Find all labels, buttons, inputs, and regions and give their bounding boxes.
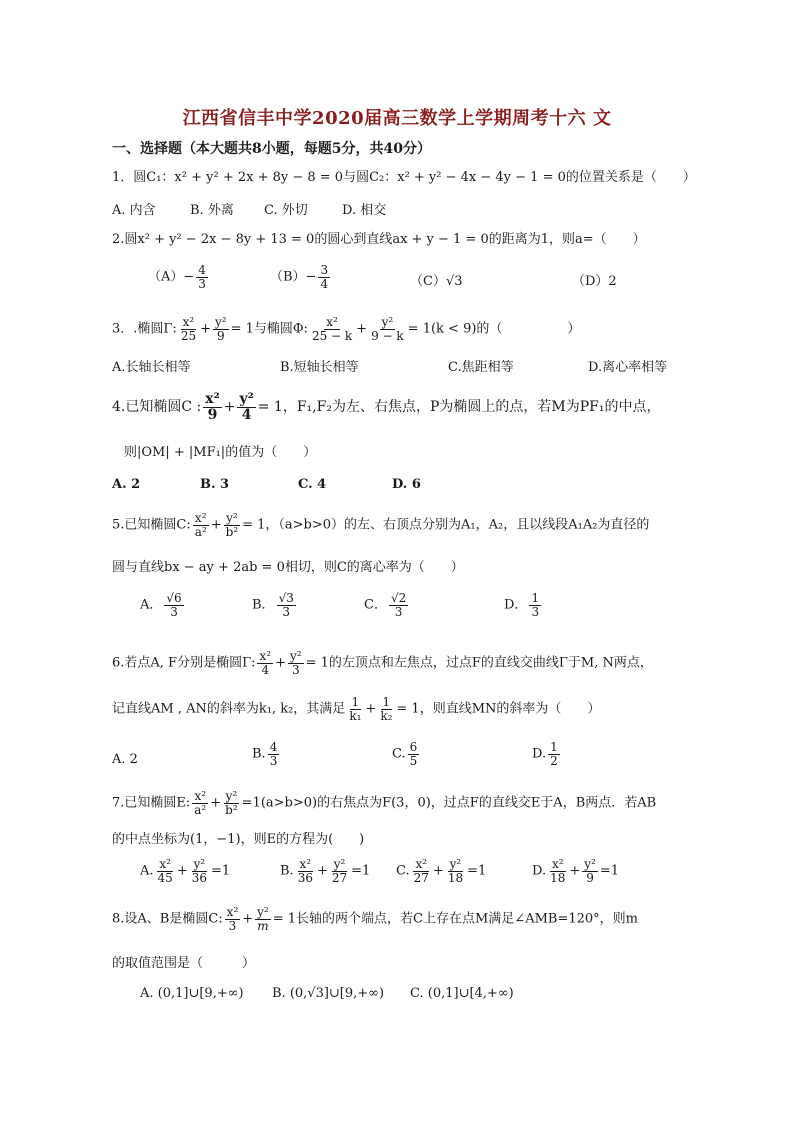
- q4-f2-num: y²: [239, 391, 254, 407]
- q3-plus-1: +: [200, 321, 211, 337]
- q6-f3-den: k₁: [349, 708, 362, 723]
- question-4-line-2: 则|OM| + |MF₁|的值为（ ）: [124, 445, 317, 460]
- q7-c-plus: +: [432, 863, 444, 879]
- q7-a-plus: +: [176, 863, 188, 879]
- q2-option-d: （D）2: [572, 274, 617, 289]
- q7-a-label: A.: [140, 863, 154, 879]
- q7-f1-num: x²: [194, 789, 207, 803]
- question-8-line-2: 的取值范围是（ ）: [112, 956, 256, 971]
- q7-plus: +: [210, 795, 222, 811]
- q5-a-num: √6: [166, 591, 182, 605]
- q3-f4-den: 9 − k: [371, 328, 404, 343]
- q4-text-1: 4.已知椭圆C :: [112, 399, 202, 416]
- q3-option-b: B.短轴长相等: [280, 360, 359, 375]
- q2-option-a: [148, 264, 210, 290]
- question-7-line-2: 的中点坐标为(1，−1)，则E的方程为( ): [112, 832, 365, 847]
- q5-option-b: [252, 592, 298, 618]
- q3-fraction-1: [179, 316, 198, 342]
- q3-f1-num: x²: [182, 315, 195, 329]
- q7-f2-num: y²: [225, 789, 238, 803]
- q6-f4-num: 1: [382, 695, 391, 709]
- q6-text-2: = 1的左顶点和左焦点，过点F的直线交曲线Γ于M, N两点，: [305, 655, 653, 671]
- question-1-stem: 1．圆C₁：x² + y² + 2x + 8y − 8 = 0与圆C₂：x² + y² − 4x − 4y − 1 = 0的位置关系是（ ）: [112, 170, 696, 185]
- q7-b2-den: 27: [331, 870, 348, 885]
- q8-option-c: C. (0,1]∪[4,+∞): [410, 986, 514, 1001]
- q7-b-label: B.: [280, 863, 294, 879]
- question-6-stem: [112, 650, 653, 676]
- q3-fraction-3: [310, 316, 354, 342]
- q5-b-label: B．: [252, 597, 275, 613]
- q3-option-c: C.焦距相等: [448, 360, 514, 375]
- q7-c-eq: =1: [467, 863, 487, 879]
- question-5-stem: [112, 512, 649, 538]
- q8-f1-den: 3: [228, 918, 237, 933]
- q7-f2-den: b²: [225, 802, 238, 817]
- q5-option-c: [364, 592, 410, 618]
- q6-b-label: B.: [252, 746, 266, 762]
- q7-b2-num: y²: [333, 857, 346, 871]
- q4-f2-den: 4: [241, 406, 252, 423]
- q7-d-eq: =1: [599, 863, 620, 879]
- q8-fraction-1: [225, 906, 241, 932]
- q5-c-num: √2: [390, 591, 407, 605]
- q4-f1-num: x²: [205, 391, 220, 407]
- q7-b-frac-2: [330, 858, 349, 884]
- q6-f2-den: 3: [291, 662, 300, 677]
- q7-f1-den: a²: [194, 802, 207, 817]
- q6-line2-text-2: = 1，则直线MN的斜率为（ ）: [396, 701, 601, 717]
- q5-text-2: = 1，（a>b>0）的左、右顶点分别为A₁，A₂，且以线段A₁A₂为直径的: [242, 517, 650, 533]
- q7-c-label: C.: [396, 863, 410, 879]
- q7-d-plus: +: [569, 863, 581, 879]
- q7-b-plus: +: [316, 863, 328, 879]
- q5-d-num: 1: [531, 591, 540, 605]
- q6-plus: +: [275, 655, 286, 671]
- q4-fraction-2: [237, 392, 255, 422]
- question-4-stem: [112, 392, 660, 422]
- q7-d1-den: 18: [550, 870, 566, 885]
- q3-text-2: = 1与椭圆Φ:: [230, 321, 308, 337]
- q7-b-frac-1: [296, 858, 315, 884]
- q7-c-frac-2: [446, 858, 465, 884]
- q7-c1-den: 27: [413, 870, 429, 885]
- q8-option-b: B. (0,√3]∪[9,+∞): [272, 986, 385, 1001]
- q7-c2-num: y²: [449, 857, 462, 871]
- q7-a1-num: x²: [159, 857, 171, 871]
- question-6-line-2: [112, 696, 600, 722]
- q5-plus: +: [210, 517, 222, 533]
- q6-f3-num: 1: [351, 695, 360, 709]
- q7-a-frac-2: [190, 858, 209, 884]
- q6-d-fraction: [548, 741, 560, 767]
- q1-option-b: B. 外离: [190, 203, 234, 218]
- q1-option-a: A. 内含: [112, 203, 156, 218]
- q2-a-numerator: 4: [198, 263, 206, 277]
- q7-c-frac-1: [412, 858, 431, 884]
- q2-b-numerator: 3: [320, 263, 329, 277]
- q6-fraction-4: [378, 696, 394, 722]
- q7-a2-num: y²: [193, 857, 206, 871]
- q8-text-2: = 1长轴的两个端点，若C上存在点M满足∠AMB=120°，则m: [272, 911, 638, 927]
- q7-c2-den: 18: [447, 870, 464, 885]
- question-2-stem: 2.圆x² + y² − 2x − 8y + 13 = 0的圆心到直线ax + y − 1 = 0的距离为1，则a=（ ）: [112, 232, 646, 247]
- q3-f2-num: y²: [215, 315, 227, 329]
- q1-option-c: C. 外切: [264, 203, 308, 218]
- question-5-line-2: 圆与直线bx − ay + 2ab = 0相切，则C的离心率为（ ）: [112, 560, 464, 575]
- page-title: 江西省信丰中学2020届高三数学上学期周考十六 文: [182, 108, 612, 129]
- q2-a-denominator: 3: [198, 276, 206, 291]
- q4-plus: +: [223, 399, 236, 416]
- q3-text-3: = 1(k < 9)的（ ）: [407, 321, 581, 337]
- q5-b-den: 3: [282, 604, 291, 619]
- q6-fraction-2: [288, 650, 304, 676]
- q3-option-a: A.长轴长相等: [112, 360, 191, 375]
- q6-f4-den: k₂: [380, 708, 393, 723]
- q3-fraction-4: [369, 316, 406, 342]
- q6-c-fraction: [408, 741, 420, 767]
- q7-b1-den: 36: [297, 870, 313, 885]
- q6-f2-num: y²: [289, 649, 302, 663]
- q6-option-b: [252, 741, 281, 767]
- q5-fraction-2: [224, 512, 241, 538]
- q7-option-b: [280, 858, 370, 884]
- q5-f1-den: a²: [194, 524, 207, 539]
- q6-d-label: D.: [532, 746, 547, 762]
- q2-option-a-fraction: [196, 264, 208, 290]
- q3-f2-den: 9: [216, 328, 225, 343]
- q7-d-frac-1: [548, 858, 567, 884]
- q2-option-b-fraction: [318, 264, 330, 290]
- q4-option-a: A. 2: [112, 477, 141, 492]
- q5-f1-num: x²: [194, 511, 207, 525]
- q5-d-fraction: [529, 592, 541, 618]
- q8-plus: +: [242, 911, 254, 927]
- q5-c-label: C．: [364, 597, 387, 613]
- q8-f2-num: y²: [257, 905, 269, 919]
- q3-text-1: 3．.椭圆Γ:: [112, 321, 177, 337]
- q5-option-a: [140, 592, 186, 618]
- q6-text-1: 6.若点A, F分别是椭圆Γ:: [112, 655, 256, 671]
- q5-a-den: 3: [170, 604, 178, 619]
- q5-a-fraction: [164, 592, 183, 618]
- q7-text-2: =1(a>b>0)的右焦点为F(3，0)，过点F的直线交E于A，B两点．若AB: [241, 795, 657, 811]
- q6-c-den: 5: [409, 753, 418, 768]
- q8-fraction-2: [255, 906, 271, 932]
- question-3-stem: [112, 316, 580, 342]
- q7-option-c: [396, 858, 486, 884]
- q4-fraction-1: [203, 392, 221, 422]
- q8-f1-num: x²: [226, 905, 239, 919]
- q5-text-1: 5.已知椭圆C:: [112, 517, 191, 533]
- q7-fraction-1: [192, 790, 208, 816]
- q5-c-den: 3: [394, 604, 403, 619]
- q6-fraction-3: [347, 696, 363, 722]
- q3-fraction-2: [213, 316, 229, 342]
- q8-text-1: 8.设A、B是椭圆C:: [112, 911, 223, 927]
- q7-text-1: 7.已知椭圆E:: [112, 795, 191, 811]
- q6-f1-num: x²: [259, 649, 272, 663]
- q7-c1-num: x²: [415, 857, 428, 871]
- q5-option-d: [504, 592, 543, 618]
- q6-b-num: 4: [269, 740, 278, 754]
- q7-d-frac-2: [582, 858, 598, 884]
- q6-d-num: 1: [550, 740, 558, 754]
- q2-option-a-label: （A）−: [148, 269, 195, 285]
- q6-line2-text-1: 记直线AM , AN的斜率为k₁, k₂，其满足: [112, 701, 346, 717]
- q6-fraction-1: [257, 650, 273, 676]
- q6-plus-2: +: [365, 701, 377, 717]
- q7-d1-num: x²: [551, 857, 564, 871]
- question-7-stem: [112, 790, 656, 816]
- q3-f4-num: y²: [381, 315, 394, 329]
- q7-fraction-2: [223, 790, 240, 816]
- q5-f2-den: b²: [225, 524, 239, 539]
- q4-option-d: D. 6: [392, 477, 421, 492]
- q7-a2-den: 36: [191, 870, 207, 885]
- q1-option-d: D. 相交: [342, 203, 387, 218]
- q4-text-2: = 1，F₁,F₂为左、右焦点，P为椭圆上的点，若M为PF₁的中点，: [257, 399, 661, 416]
- q7-option-d: [532, 858, 619, 884]
- q6-option-a: A. 2: [112, 752, 138, 767]
- q2-option-b: [270, 264, 332, 290]
- q5-b-num: √3: [278, 591, 294, 605]
- q6-c-label: C.: [392, 746, 406, 762]
- q6-c-num: 6: [409, 740, 418, 754]
- q7-d2-num: y²: [584, 857, 596, 871]
- q7-d-label: D.: [532, 863, 547, 879]
- q5-d-label: D．: [504, 597, 528, 613]
- q5-b-fraction: [277, 592, 296, 618]
- q8-f2-den: m: [257, 918, 269, 933]
- q5-f2-num: y²: [226, 511, 238, 525]
- q2-b-denominator: 4: [320, 276, 329, 291]
- q5-a-label: A．: [140, 597, 163, 613]
- q7-d2-den: 9: [586, 870, 594, 885]
- q2-option-c: （C）√3: [410, 274, 463, 289]
- q3-option-d: D.离心率相等: [588, 360, 668, 375]
- q7-option-a: [140, 858, 230, 884]
- q7-a-eq: =1: [211, 863, 231, 879]
- q7-b-eq: =1: [351, 863, 371, 879]
- q4-f1-den: 9: [207, 406, 218, 423]
- section-heading: 一、选择题（本大题共8小题，每题5分，共40分）: [112, 141, 431, 157]
- q6-b-fraction: [268, 741, 280, 767]
- q5-d-den: 3: [531, 604, 540, 619]
- q3-f3-den: 25 − k: [311, 328, 353, 343]
- q4-option-b: B. 3: [200, 477, 230, 492]
- q6-option-d: [532, 741, 562, 767]
- q6-b-den: 3: [269, 753, 278, 768]
- q6-option-c: [392, 741, 421, 767]
- q6-f1-den: 4: [261, 662, 270, 677]
- question-8-stem: [112, 906, 638, 932]
- q7-b1-num: x²: [299, 857, 312, 871]
- q5-c-fraction: [389, 592, 408, 618]
- q3-f1-den: 25: [180, 328, 197, 343]
- q6-d-den: 2: [550, 753, 558, 768]
- q2-option-b-label: （B）−: [270, 269, 317, 285]
- q8-option-a: A. (0,1]∪[9,+∞): [140, 986, 244, 1001]
- q4-option-c: C. 4: [298, 477, 327, 492]
- q3-plus-2: +: [356, 321, 368, 337]
- q5-fraction-1: [193, 512, 209, 538]
- q7-a-frac-1: [156, 858, 175, 884]
- q7-a1-den: 45: [157, 870, 173, 885]
- q3-f3-num: x²: [326, 315, 338, 329]
